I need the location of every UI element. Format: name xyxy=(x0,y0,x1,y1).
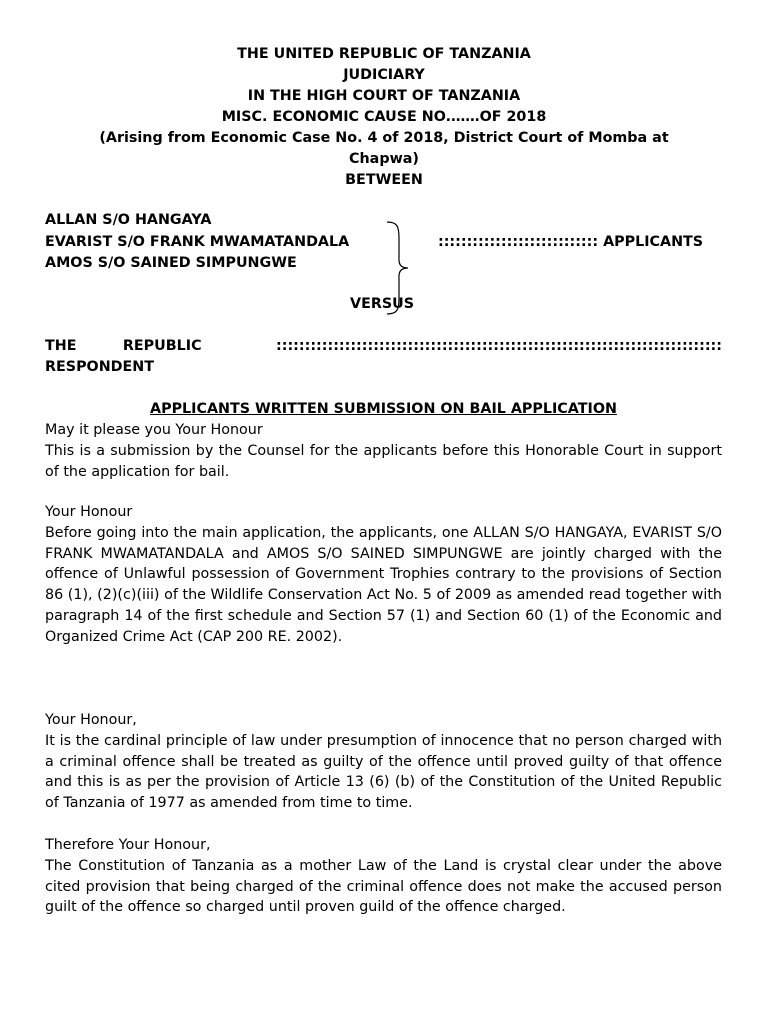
paragraph: The Constitution of Tanzania as a mother Law of the Land is crystal clear under the above cited provision that being charged of the criminal offence does not make the accused person guilt of the offence so charged until proven guild of the offence charged. xyxy=(45,857,722,916)
heading-republic: THE UNITED REPUBLIC OF TANZANIA xyxy=(237,46,531,62)
heading-arising-from: (Arising from Economic Case No. 4 of 2018, District Court of Momba at xyxy=(99,130,669,146)
heading-court: IN THE HIGH COURT OF TANZANIA xyxy=(247,88,521,104)
section-heading: Your Honour, xyxy=(45,712,137,728)
respondent-dots: :::::::::::::::::::::::::::::::::::::::::::::::::::::::::::::::::::::::::::::: xyxy=(276,338,722,354)
applicants-label: :::::::::::::::::::::::::::: APPLICANTS xyxy=(438,234,704,250)
section-heading: Therefore Your Honour, xyxy=(45,837,211,853)
applicant-name: EVARIST S/O FRANK MWAMATANDALA xyxy=(45,233,350,250)
paragraph: This is a submission by the Counsel for the applicants before this Honorable Court in support of the application for bail. xyxy=(45,442,722,480)
respondent-label: RESPONDENT xyxy=(45,359,155,375)
document-heading xyxy=(60,44,708,191)
section-constitution xyxy=(45,835,722,918)
applicant-name: AMOS S/O SAINED SIMPUNGWE xyxy=(45,255,297,271)
paragraph: Before going into the main application, the applicants, one ALLAN S/O HANGAYA, EVARIST S/O FRANK MWAMATANDALA and AMOS S/O SAINED SIMPUNGWE are jointly charged with the offence of Unlawful possession of Government Trophies contrary to the provisions of Section 86 (1), (2)(c)(iii) of the Wildlife Conservation Act No. 5 of 2009 as amended read together with paragraph 14 of the first schedule and Section 57 (1) and Section 60 (1) of the Economic and Organized Crime Act (CAP 200 RE. 2002). xyxy=(45,524,722,645)
heading-arising-from-cont: Chapwa) xyxy=(349,151,419,167)
versus-label: VERSUS xyxy=(350,296,415,312)
section-heading: Your Honour xyxy=(45,504,133,520)
respondent-word: REPUBLIC xyxy=(122,338,202,354)
heading-cause-number: MISC. ECONOMIC CAUSE NO.……OF 2018 xyxy=(221,109,547,125)
respondent-word: THE xyxy=(45,338,77,354)
heading-judiciary: JUDICIARY xyxy=(343,67,425,83)
section-background xyxy=(45,502,722,648)
applicant-name: ALLAN S/O HANGAYA xyxy=(45,212,212,228)
submission-title: APPLICANTS WRITTEN SUBMISSION ON BAIL APPLICATION xyxy=(150,401,617,417)
heading-between: BETWEEN xyxy=(345,172,423,188)
section-presumption xyxy=(45,710,722,814)
salutation: May it please you Your Honour xyxy=(45,422,263,438)
applicants-list xyxy=(45,210,349,275)
section-intro xyxy=(45,420,722,482)
paragraph: It is the cardinal principle of law under presumption of innocence that no person charged with a criminal offence shall be treated as guilty of the offence until proved guilty of that offence and this is as per the provision of Article 13 (6) (b) of the Constitution of the United Republic of Tanzania of 1977 as amended from time to time. xyxy=(45,732,722,812)
respondent-block xyxy=(45,336,722,378)
